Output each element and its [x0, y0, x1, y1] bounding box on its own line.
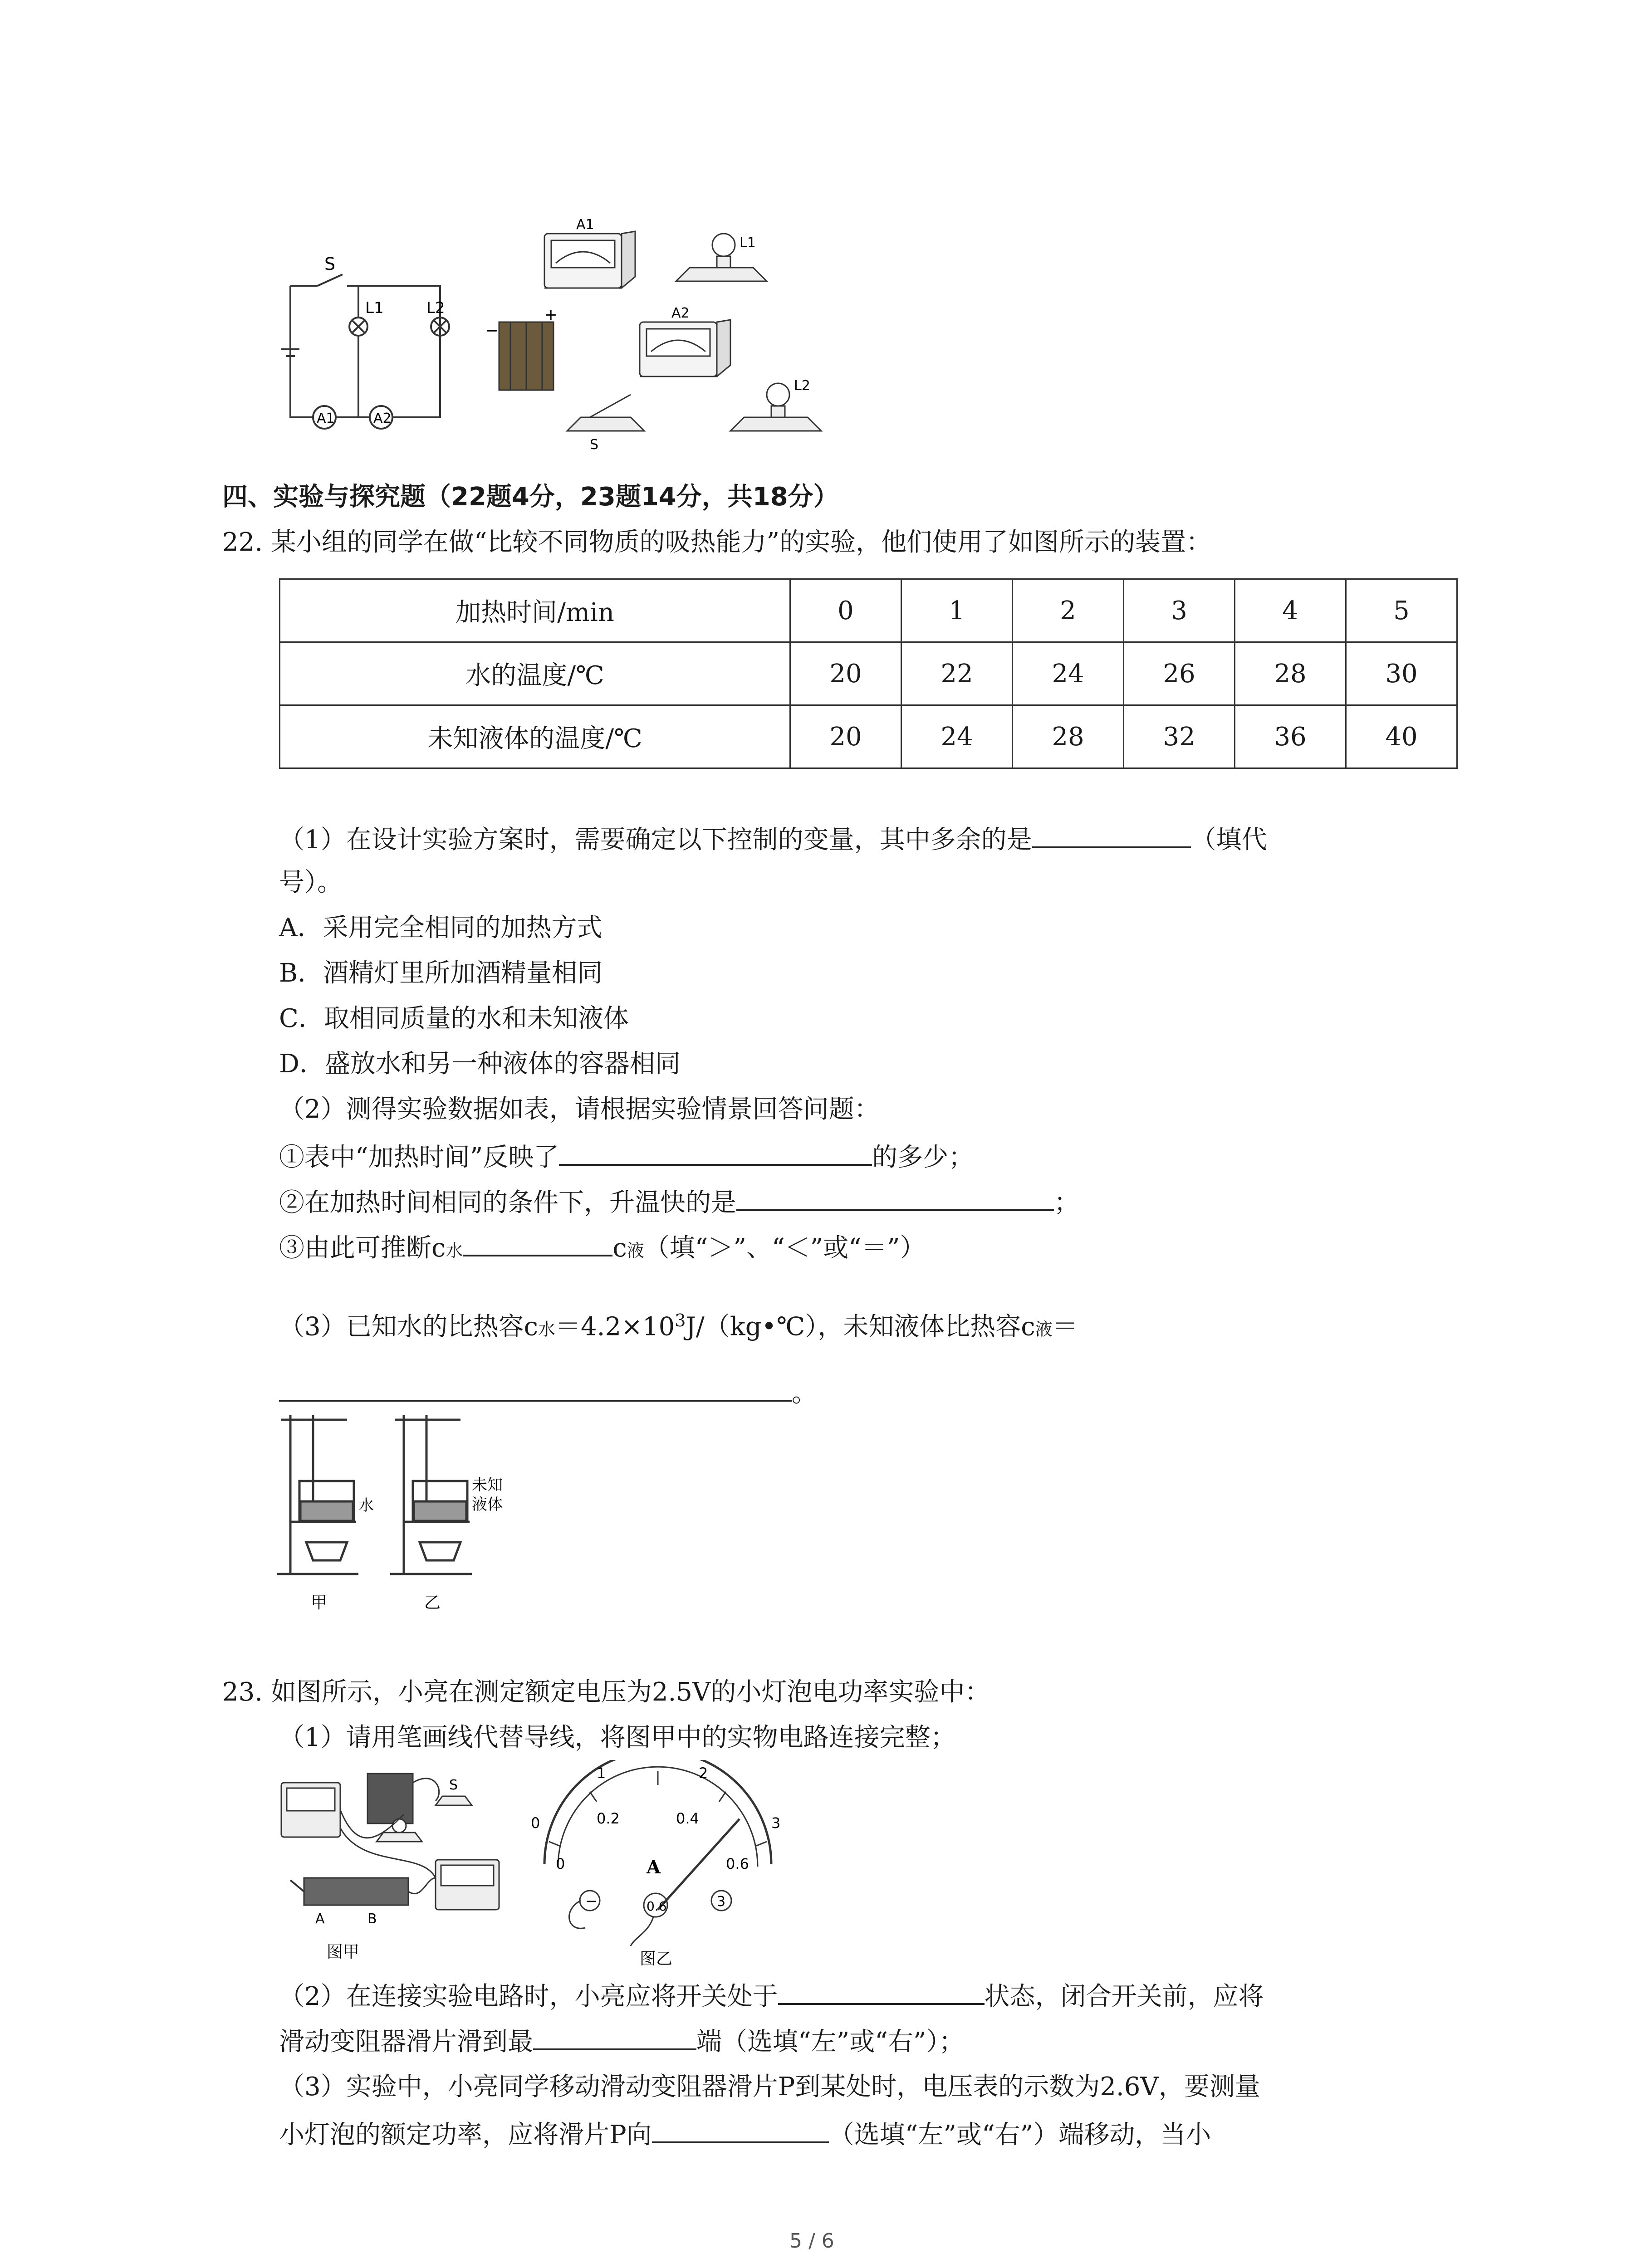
table-header-cell: 1: [901, 579, 1013, 642]
answer-blank[interactable]: [652, 2116, 829, 2143]
q22-part2-item1: [279, 1139, 974, 1174]
answer-blank[interactable]: [463, 1229, 612, 1256]
answer-blank[interactable]: [778, 1978, 985, 2005]
label-b: B: [367, 1911, 377, 1927]
label-minus: −: [485, 322, 499, 340]
label-a: A: [315, 1911, 325, 1927]
table-cell: 22: [901, 642, 1013, 705]
q22-part1-line1: [279, 821, 1267, 856]
label-a2-device: A2: [671, 305, 690, 321]
label-l1-device: L1: [740, 235, 756, 251]
q23-part2-text-b: 状态，闭合开关前，应将: [984, 1982, 1264, 2011]
data-table: [279, 578, 1458, 769]
table-cell: 20: [790, 705, 901, 768]
ammeter-a2-device: [640, 320, 730, 376]
label-fig-yi: 图乙: [640, 1950, 673, 1968]
label-fig-jia: 图甲: [327, 1943, 360, 1961]
table-cell: 32: [1124, 705, 1235, 768]
table-cell: 36: [1235, 705, 1346, 768]
q22-part3-answer: [279, 1374, 817, 1410]
table-cell: 未知液体的温度/℃: [280, 705, 790, 768]
label-a2: A2: [373, 411, 392, 426]
scale-bottom-0: 0: [556, 1855, 565, 1872]
table-header-cell: 加热时间/min: [280, 579, 790, 642]
label-s-device: S: [590, 437, 599, 453]
table-header-cell: 2: [1013, 579, 1124, 642]
scale-bottom-04: 0.4: [676, 1810, 699, 1827]
option-a: A．采用完全相同的加热方式: [279, 913, 603, 943]
q22-part3: [279, 1304, 1078, 1346]
circuit-figure: [272, 213, 844, 454]
q22-part1-text-a: （1）在设计实验方案时，需要确定以下控制的变量，其中多余的是: [279, 825, 1032, 855]
label-l2: L2: [426, 299, 445, 317]
circuit-photo-figure: [272, 1765, 526, 1964]
label-a1: A1: [317, 411, 335, 426]
q23-part1: （1）请用笔画线代替导线，将图甲中的实物电路连接完整；: [279, 1723, 956, 1752]
subscript-water: 水: [538, 1319, 556, 1339]
scale-bottom-02: 0.2: [597, 1810, 620, 1827]
q23-part2-line1: [279, 1978, 1264, 2013]
q22-item2-text-b: ；: [1054, 1188, 1079, 1217]
ammeter-a1-device: [544, 231, 635, 288]
q23-part3-line2: [279, 2116, 1211, 2151]
terminal-06: 0.6: [647, 1899, 667, 1914]
q22-part2-item2: [279, 1184, 1079, 1219]
ammeter-dial-figure: [517, 1760, 798, 1969]
scale-top-0: 0: [531, 1814, 540, 1832]
table-cell: 30: [1346, 642, 1457, 705]
switch-device: [567, 395, 644, 431]
table-cell: 28: [1235, 642, 1346, 705]
subscript-liquid: 液: [627, 1241, 644, 1261]
label-plus: +: [544, 306, 558, 324]
label-a1-device: A1: [576, 217, 594, 233]
label-yi: 乙: [424, 1593, 441, 1612]
option-c: C．取相同质量的水和未知液体: [279, 1004, 629, 1033]
scale-top-1: 1: [597, 1765, 606, 1782]
table-row: [280, 642, 1457, 705]
q23-part3-text-a: 小灯泡的额定功率，应将滑片P向: [279, 2120, 652, 2150]
superscript-exp: 3: [675, 1310, 686, 1330]
answer-blank[interactable]: [533, 2023, 696, 2050]
label-l2-device: L2: [794, 378, 810, 394]
q22-part3-text-b: ＝4.2×10: [555, 1312, 675, 1342]
option-b: B．酒精灯里所加酒精量相同: [279, 958, 603, 988]
q22-item1-text-b: 的多少；: [872, 1143, 974, 1172]
q22-stem: 22. 某小组的同学在做“比较不同物质的吸热能力”的实验，他们使用了如图所示的装置：: [222, 528, 1212, 557]
q23-stem: 23. 如图所示，小亮在测定额定电压为2.5V的小灯泡电功率实验中：: [222, 1677, 990, 1707]
battery-device: [499, 322, 554, 390]
scale-top-2: 2: [699, 1765, 708, 1782]
table-cell: 28: [1013, 705, 1124, 768]
q22-item3-text-b: c: [612, 1233, 627, 1263]
scale-bottom-06: 0.6: [726, 1855, 749, 1872]
table-row: [280, 579, 1457, 642]
heating-apparatus-figure: [272, 1406, 526, 1619]
q22-item3-text-a: ③由此可推断c: [279, 1233, 446, 1263]
terminal-minus: −: [585, 1892, 598, 1910]
table-cell: 24: [1013, 642, 1124, 705]
option-d: D．盛放水和另一种液体的容器相同: [279, 1049, 681, 1079]
label-s: S: [324, 254, 336, 274]
label-water: 水: [358, 1496, 374, 1515]
q23-part2-text-c: 滑动变阻器滑片滑到最: [279, 2027, 533, 2057]
table-header-cell: 4: [1235, 579, 1346, 642]
circuit-diagram: [281, 274, 449, 429]
label-s: S: [449, 1777, 458, 1793]
table-cell: 40: [1346, 705, 1457, 768]
meter-letter: A: [647, 1857, 661, 1878]
page-number: 5 / 6: [789, 2229, 834, 2253]
scale-top-3: 3: [771, 1814, 781, 1832]
q22-item1-text-a: ①表中“加热时间”反映了: [279, 1143, 559, 1172]
answer-blank[interactable]: [736, 1184, 1054, 1211]
table-header-cell: 3: [1124, 579, 1235, 642]
terminal-3: 3: [717, 1894, 726, 1910]
label-unknown-line2: 液体: [472, 1496, 503, 1514]
subscript-water: 水: [446, 1241, 463, 1261]
table-cell: 24: [901, 705, 1013, 768]
q22-part3-end: 。: [792, 1378, 817, 1408]
q22-part1-line2: 号）。: [279, 868, 343, 897]
q22-part3-text-d: ＝: [1052, 1312, 1078, 1342]
q22-part3-text-c: J/（kg•℃），未知液体比热容c: [686, 1312, 1035, 1342]
q22-item3-text-c: （填“＞”、“＜”或“＝”）: [644, 1233, 926, 1263]
q23-part3-line1: （3）实验中，小亮同学移动滑动变阻器滑片P到某处时，电压表的示数为2.6V，要测量: [279, 2072, 1260, 2102]
table-header-cell: 0: [790, 579, 901, 642]
answer-blank[interactable]: [279, 1374, 792, 1402]
table-cell: 26: [1124, 642, 1235, 705]
answer-blank[interactable]: [559, 1139, 872, 1166]
section-title: 四、实验与探究题（22题4分，23题14分，共18分）: [222, 482, 839, 512]
table-cell: 20: [790, 642, 901, 705]
q22-part1-text-b: （填代: [1190, 825, 1267, 855]
subscript-liquid: 液: [1035, 1319, 1053, 1339]
q23-part2-text-d: 端（选填“左”或“右”）；: [696, 2027, 965, 2057]
q22-part2: （2）测得实验数据如表，请根据实验情景回答问题：: [279, 1095, 880, 1124]
q22-part3-text-a: （3）已知水的比热容c: [279, 1312, 538, 1342]
q23-part2-line2: [279, 2023, 965, 2058]
label-unknown-line1: 未知: [472, 1476, 503, 1494]
table-header-cell: 5: [1346, 579, 1457, 642]
table-row: [280, 705, 1457, 768]
q22-part2-item3: [279, 1229, 926, 1267]
answer-blank[interactable]: [1032, 821, 1191, 848]
label-jia: 甲: [311, 1593, 328, 1612]
q23-part2-text-a: （2）在连接实验电路时，小亮应将开关处于: [279, 1982, 778, 2011]
q23-part3-text-b: （选填“左”或“右”）端移动，当小: [828, 2120, 1211, 2150]
label-l1: L1: [365, 299, 384, 317]
q22-item2-text-a: ②在加热时间相同的条件下，升温快的是: [279, 1188, 736, 1217]
table-cell: 水的温度/℃: [280, 642, 790, 705]
